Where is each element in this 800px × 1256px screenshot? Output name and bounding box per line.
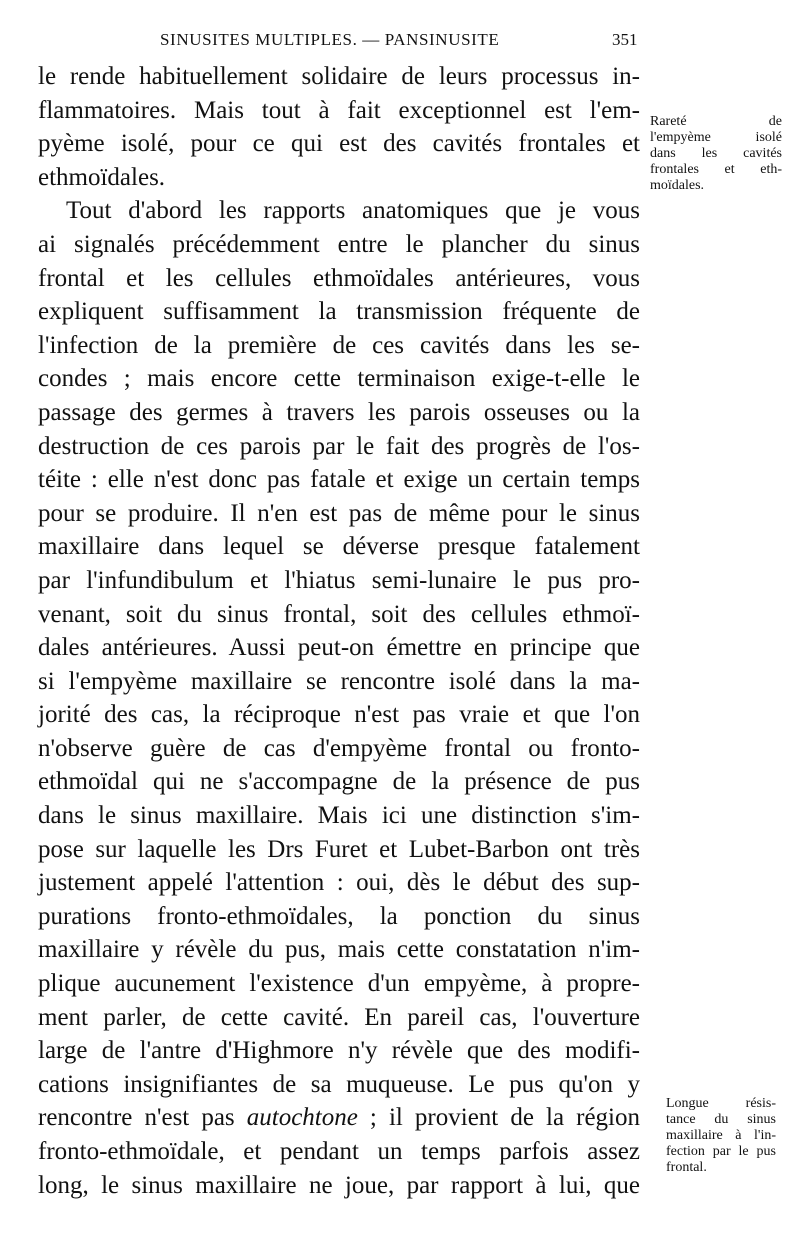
- text-line: ethmoïdales.: [38, 163, 166, 191]
- margin-note-line: dans les cavités: [650, 146, 782, 161]
- margin-note-line: frontales et eth-: [650, 162, 782, 177]
- text-line: téite : elle n'est donc pas fatale et exige un certain temps: [38, 466, 640, 494]
- running-title: SINUSITES MULTIPLES. — PANSINUSITE: [160, 30, 500, 49]
- text-line: dans le sinus maxillaire. Mais ici une distinction s'im-: [38, 802, 640, 830]
- running-head: [0, 26, 800, 56]
- margin-note-longue-resistance: [666, 1096, 776, 1176]
- text-segment: rencontre n'est pas: [38, 1104, 247, 1132]
- text-line: Tout d'abord les rapports anatomiques que je vous: [66, 197, 640, 225]
- margin-note-rarete: [650, 114, 782, 194]
- text-line: si l'empyème maxillaire se rencontre isolé dans la ma-: [38, 667, 640, 695]
- text-line: long, le sinus maxillaire ne joue, par rapport à lui, que: [38, 1171, 640, 1199]
- text-line: jorité des cas, la réciproque n'est pas vraie et que l'on: [38, 701, 640, 729]
- text-line: large de l'antre d'Highmore n'y révèle que des modifi-: [38, 1037, 640, 1065]
- margin-note-line: l'empyème isolé: [650, 130, 782, 145]
- margin-note-line: Longue résis-: [666, 1096, 776, 1111]
- text-line: frontal et les cellules ethmoïdales antérieures, vous: [38, 264, 640, 292]
- text-line: pyème isolé, pour ce qui est des cavités frontales et: [38, 130, 640, 158]
- text-line: ment parler, de cette cavité. En pareil cas, l'ouverture: [38, 1003, 640, 1031]
- margin-note-line: tance du sinus: [666, 1112, 776, 1127]
- text-line: passage des germes à travers les parois osseuses ou la: [38, 398, 640, 426]
- text-line: pour se produire. Il n'en est pas de même pour le sinus: [38, 499, 640, 527]
- margin-note-line: maxillaire à l'in-: [666, 1128, 776, 1143]
- text-segment: ; il provient de la région: [357, 1104, 640, 1132]
- text-line: ethmoïdal qui ne s'accompagne de la présence de pus: [38, 768, 640, 796]
- text-line: venant, soit du sinus frontal, soit des cellules ethmoï-: [38, 600, 640, 628]
- text-line: l'infection de la première de ces cavités dans les se-: [38, 331, 640, 359]
- text-line: maxillaire y révèle du pus, mais cette constatation n'im-: [38, 936, 640, 964]
- text-line: justement appelé l'attention : oui, dès le début des sup-: [38, 869, 640, 897]
- text-line: n'observe guère de cas d'empyème frontal ou fronto-: [38, 734, 640, 762]
- text-line: le rende habituellement solidaire de leurs processus in-: [38, 63, 640, 90]
- margin-note-line: fection par le pus: [666, 1144, 776, 1159]
- margin-note-line: moïdales.: [650, 178, 705, 193]
- text-line: expliquent suffisamment la transmission fréquente de: [38, 298, 640, 326]
- text-line: cations insignifiantes de sa muqueuse. Le pus qu'on y: [38, 1070, 640, 1098]
- text-line: destruction de ces parois par le fait des progrès de l'os-: [38, 432, 640, 460]
- margin-note-line: Rareté de: [650, 114, 782, 129]
- text-line: par l'infundibulum et l'hiatus semi-lunaire le pus pro-: [38, 566, 640, 594]
- text-line: ai signalés précédemment entre le plancher du sinus: [38, 230, 640, 258]
- text-line-with-italic: [38, 1101, 640, 1135]
- page-number: 351: [612, 30, 638, 49]
- text-line: fronto-ethmoïdale, et pendant un temps parfois assez: [38, 1138, 640, 1165]
- margin-note-line: frontal.: [666, 1160, 707, 1175]
- text-line: plique aucunement l'existence d'un empyème, à propre-: [38, 970, 640, 998]
- text-line: maxillaire dans lequel se déverse presque fatalement: [38, 533, 640, 561]
- text-line: dales antérieures. Aussi peut-on émettre en principe que: [38, 634, 640, 662]
- text-line: condes ; mais encore cette terminaison exige-t-elle le: [38, 365, 640, 393]
- text-line: purations fronto-ethmoïdales, la ponction du sinus: [38, 902, 640, 930]
- text-line: pose sur laquelle les Drs Furet et Lubet-Barbon ont très: [38, 835, 640, 863]
- body-text: [38, 60, 640, 1202]
- text-line: flammatoires. Mais tout à fait exceptionnel est l'em-: [38, 96, 640, 124]
- italic-word: autochtone: [246, 1104, 358, 1132]
